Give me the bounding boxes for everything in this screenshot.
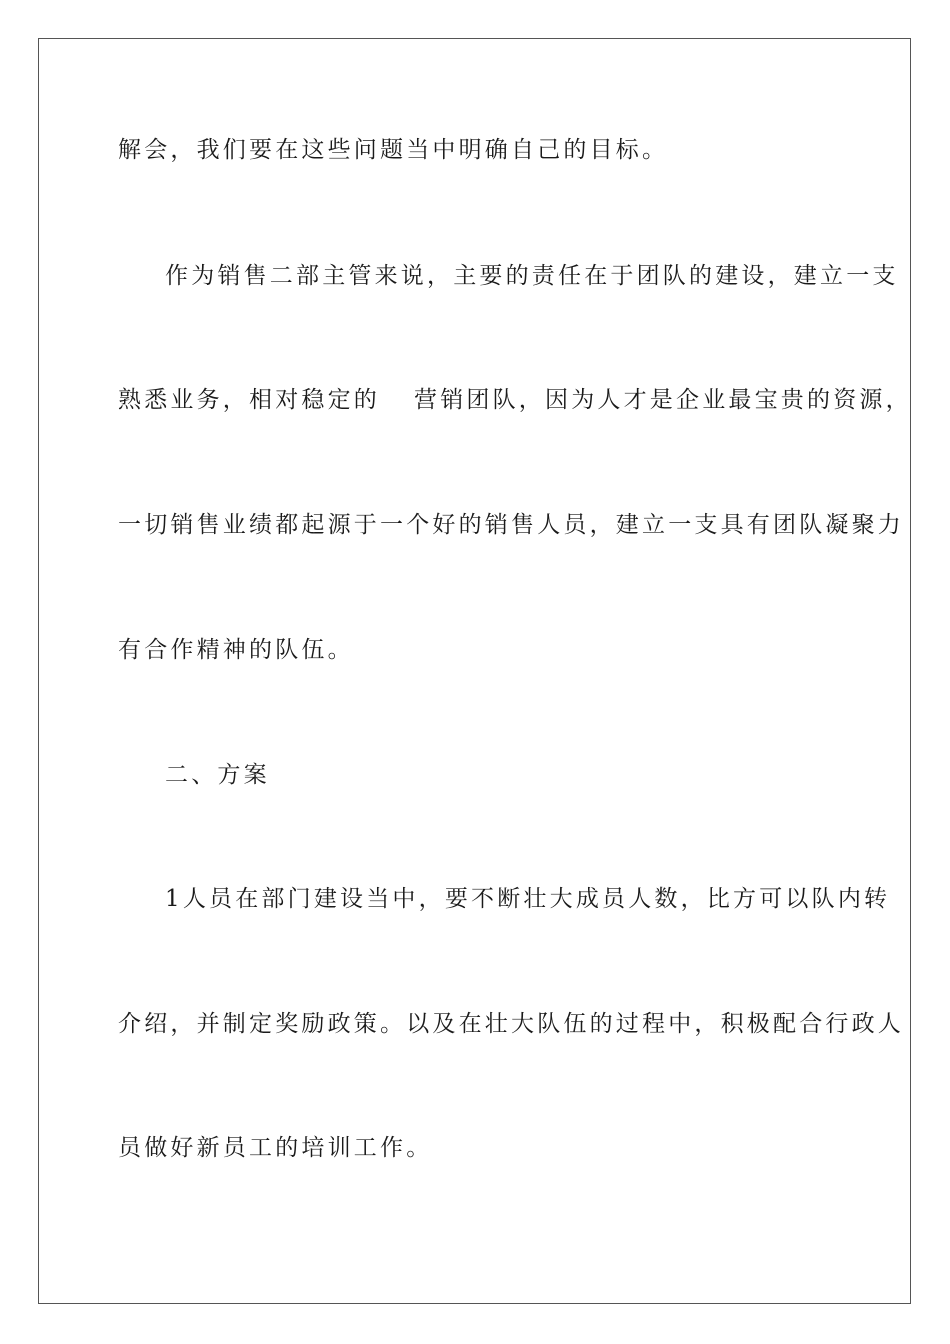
paragraph-line-7: 介绍，并制定奖励政策。以及在壮大队伍的过程中，积极配合行政人 bbox=[118, 1011, 904, 1037]
paragraph-line-5: 有合作精神的队伍。 bbox=[118, 637, 354, 663]
page-border bbox=[38, 38, 911, 1304]
paragraph-line-6: 1人员在部门建设当中，要不断壮大成员人数，比方可以队内转 bbox=[165, 886, 891, 912]
section-heading: 二、方案 bbox=[165, 762, 270, 788]
paragraph-line-1: 解会，我们要在这些问题当中明确自己的目标。 bbox=[118, 137, 669, 163]
paragraph-line-2: 作为销售二部主管来说，主要的责任在于团队的建设，建立一支 bbox=[165, 263, 899, 289]
paragraph-line-3-part-1: 熟悉业务，相对稳定的 bbox=[118, 387, 380, 413]
paragraph-line-3 bbox=[118, 386, 912, 414]
paragraph-line-8: 员做好新员工的培训工作。 bbox=[118, 1135, 433, 1161]
paragraph-line-4: 一切销售业绩都起源于一个好的销售人员，建立一支具有团队凝聚力 bbox=[118, 512, 904, 538]
paragraph-line-3-part-2: 营销团队，因为人才是企业最宝贵的资源， bbox=[414, 387, 912, 413]
